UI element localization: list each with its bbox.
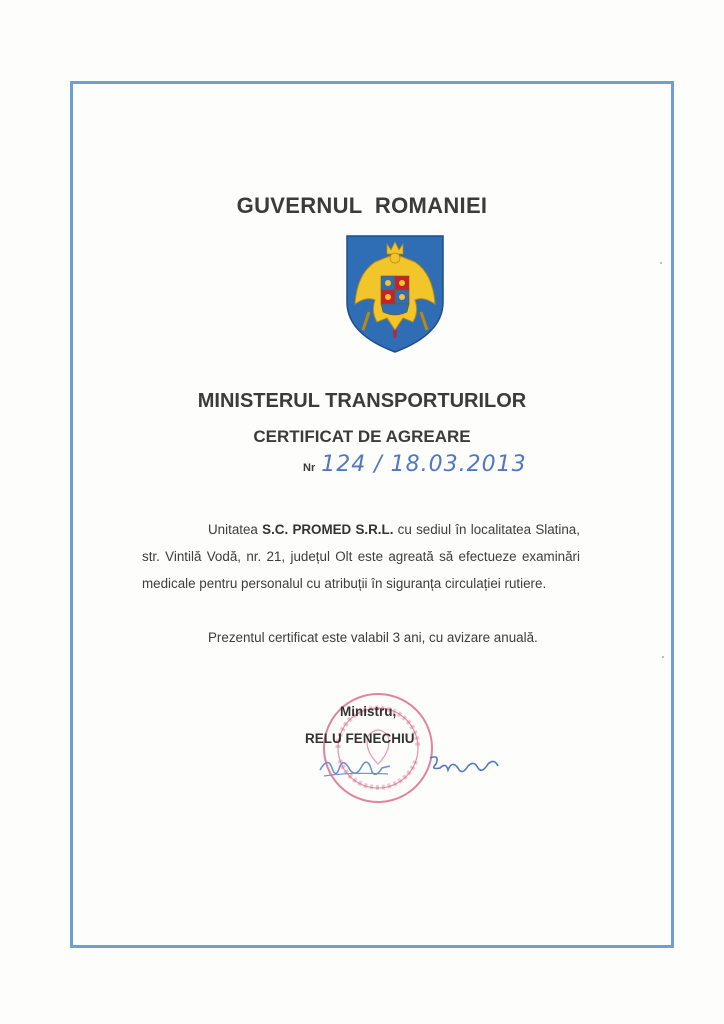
ministry-heading: MINISTERUL TRANSPORTURILOR	[197, 390, 527, 412]
scan-speck	[662, 656, 664, 658]
handwritten-signature-icon	[310, 748, 510, 788]
paragraph-text-start: Unitatea	[208, 522, 263, 537]
certificate-body-paragraph	[142, 516, 580, 597]
number-value: 124 / 18.03.2013	[321, 452, 527, 477]
government-heading: GUVERNUL ROMANIEI	[236, 193, 488, 218]
company-name: S.C. PROMED S.R.L.	[262, 522, 394, 537]
paragraph-text-end: cu sediul în localitatea Slatina, str. Vintilă Vodă, nr. 21, județul Olt este agreată să efectueze examinări medicale pentru personalul cu atribuții în siguranța circulației rutiere.	[142, 522, 580, 591]
certificate-title: CERTIFICAT DE AGREARE	[253, 427, 471, 446]
romania-coat-of-arms-icon	[345, 234, 445, 354]
signatory-role: Ministru,	[340, 704, 397, 719]
validity-paragraph: Prezentul certificat este valabil 3 ani, cu avizare anuală.	[208, 630, 538, 645]
scan-speck	[660, 262, 662, 264]
signatory-name: RELU FENECHIU	[305, 731, 415, 746]
number-label: Nr	[303, 462, 316, 474]
certificate-number	[303, 452, 527, 482]
